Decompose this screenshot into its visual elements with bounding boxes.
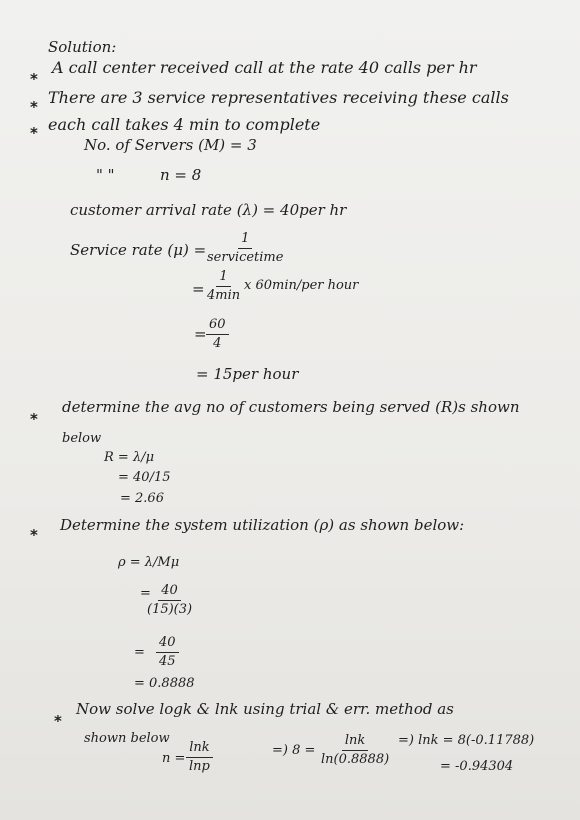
sixty-over-four-fraction	[206, 318, 229, 350]
fraction-denominator: 4min	[207, 287, 241, 303]
avg-result: = 2.66	[120, 491, 164, 506]
problem-statement-line-2: There are 3 service representatives receiving these calls	[48, 88, 509, 107]
avg-formula: R = λ/μ	[104, 450, 155, 465]
final-result: = -0.94304	[440, 759, 514, 774]
fraction-denominator: ln(0.8888)	[321, 751, 390, 767]
conversion-fraction	[204, 270, 243, 302]
n-value-line: n = 8	[160, 166, 202, 184]
bullet-star: *	[54, 712, 62, 730]
conversion-tail: x 60min/per hour	[244, 278, 359, 293]
bullet-star: *	[30, 124, 38, 142]
fraction-denominator: lnp	[189, 758, 210, 774]
avg-customers-line-2: below	[62, 431, 102, 446]
equals-sign: =	[194, 325, 207, 343]
fraction-numerator: 1	[238, 232, 252, 249]
fraction-denominator: servicetime	[207, 249, 284, 265]
solution-heading: Solution:	[48, 38, 117, 56]
trial-method-line-1: Now solve logk & lnk using trial & err. method as	[76, 700, 454, 718]
service-rate-result: = 15per hour	[196, 365, 299, 383]
utilization-fraction-2	[156, 636, 179, 668]
service-rate-label: Service rate (μ) =	[70, 241, 207, 259]
fraction-numerator: lnk	[186, 741, 212, 758]
equals-sign: =	[140, 586, 151, 601]
arrival-rate-line: customer arrival rate (λ) = 40per hr	[70, 201, 347, 219]
equals-sign: =	[134, 645, 145, 660]
utilization-result: = 0.8888	[134, 676, 195, 691]
n-formula-label: n =	[162, 751, 186, 766]
fraction-denominator: 4	[213, 335, 222, 351]
fraction-numerator: 60	[206, 318, 229, 335]
problem-statement-line-3: each call takes 4 min to complete	[48, 115, 321, 134]
lnk-fraction	[318, 734, 392, 766]
bullet-star: *	[30, 410, 38, 428]
fraction-numerator: lnk	[342, 734, 368, 751]
equals-sign: =	[192, 280, 205, 298]
avg-customers-line-1: determine the avg no of customers being served (R)s shown	[62, 398, 520, 416]
utilization-line: Determine the system utilization (ρ) as shown below:	[60, 516, 465, 534]
fraction-denominator: (15)(3)	[147, 601, 193, 617]
bullet-star: *	[30, 70, 38, 88]
utilization-formula: ρ = λ/Mμ	[118, 555, 180, 570]
fraction-numerator: 40	[158, 584, 181, 601]
trial-method-line-2: shown below	[84, 731, 170, 746]
fraction-numerator: 1	[216, 270, 230, 287]
problem-statement-line-1: A call center received call at the rate 40 calls per hr	[52, 58, 477, 77]
avg-substitution: = 40/15	[118, 470, 171, 485]
step-arrow-1: =) 8 =	[272, 743, 316, 758]
ditto-marks: " "	[96, 166, 115, 184]
n-fraction	[186, 741, 213, 773]
fraction-denominator: 45	[159, 653, 176, 669]
fraction-numerator: 40	[156, 636, 179, 653]
service-rate-fraction	[204, 232, 286, 264]
utilization-fraction-1	[144, 584, 195, 616]
bullet-star: *	[30, 526, 38, 544]
step-arrow-2: =) lnk = 8(-0.11788)	[398, 733, 535, 748]
bullet-star: *	[30, 98, 38, 116]
servers-line: No. of Servers (M) = 3	[84, 136, 257, 154]
